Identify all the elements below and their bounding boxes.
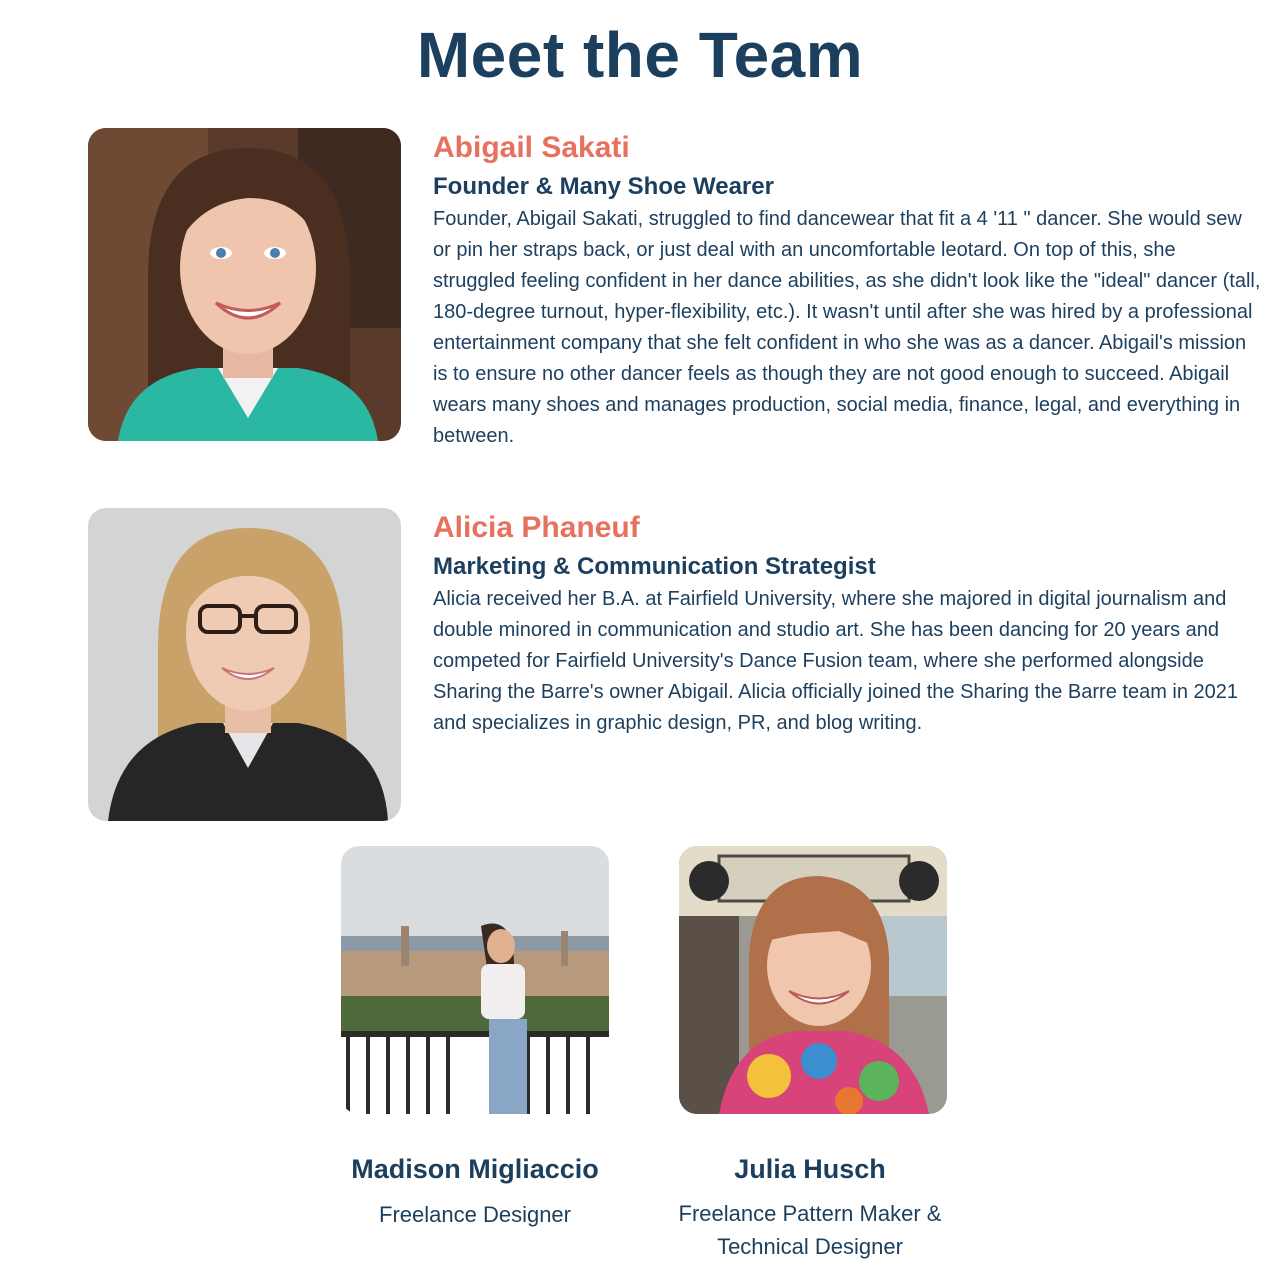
julia-portrait-photo [679, 846, 947, 1114]
member-bio: Founder, Abigail Sakati, struggled to find dancewear that fit a 4 '11 " dancer. She would sew or pin her straps back, or just deal with an uncomfortable leotard. On top of this, she struggled feeling confident in her dance abilities, as she didn't look like the "ideal" dancer (tall, 180-degree turnout, hyper-flexibility, etc.). It wasn't until after she was hired by a professional entertainment company that she felt confident in who she was as a dancer. Abigail's mission is to ensure no other dancer feels as though they are not good enough to succeed. Abigail wears many shoes and manages production, social media, finance, legal, and everything in between. [433, 208, 1261, 447]
freelancer-role-line-1: Freelance Pattern Maker & [678, 1201, 942, 1226]
member-alicia [433, 510, 1263, 739]
abigail-portrait-photo [88, 128, 401, 441]
freelancer-name: Julia Husch [734, 1154, 886, 1184]
freelancer-julia [640, 1152, 980, 1263]
member-abigail [433, 130, 1263, 452]
member-bio: Alicia received her B.A. at Fairfield University, where she majored in digital journalism and double minored in communication and studio art. She has been dancing for 20 years and competed for Fairfield University's Dance Fusion team, where she performed alongside Sharing the Barre's owner Abigail. Alicia officially joined the Sharing the Barre team in 2021 and specializes in graphic design, PR, and blog writing. [433, 588, 1239, 734]
alicia-portrait-photo [88, 508, 401, 821]
member-name: Abigail Sakati [433, 131, 630, 164]
page-title: Meet the Team [416, 19, 864, 91]
madison-portrait-photo [341, 846, 609, 1114]
freelancer-madison [315, 1152, 635, 1231]
member-name: Alicia Phaneuf [433, 511, 640, 544]
freelancer-name: Madison Migliaccio [351, 1154, 599, 1184]
freelancer-role-line-2: Technical Designer [717, 1234, 903, 1259]
freelancer-role: Freelance Designer [379, 1202, 571, 1227]
member-role: Marketing & Communication Strategist [433, 553, 876, 580]
member-role: Founder & Many Shoe Wearer [433, 173, 774, 200]
